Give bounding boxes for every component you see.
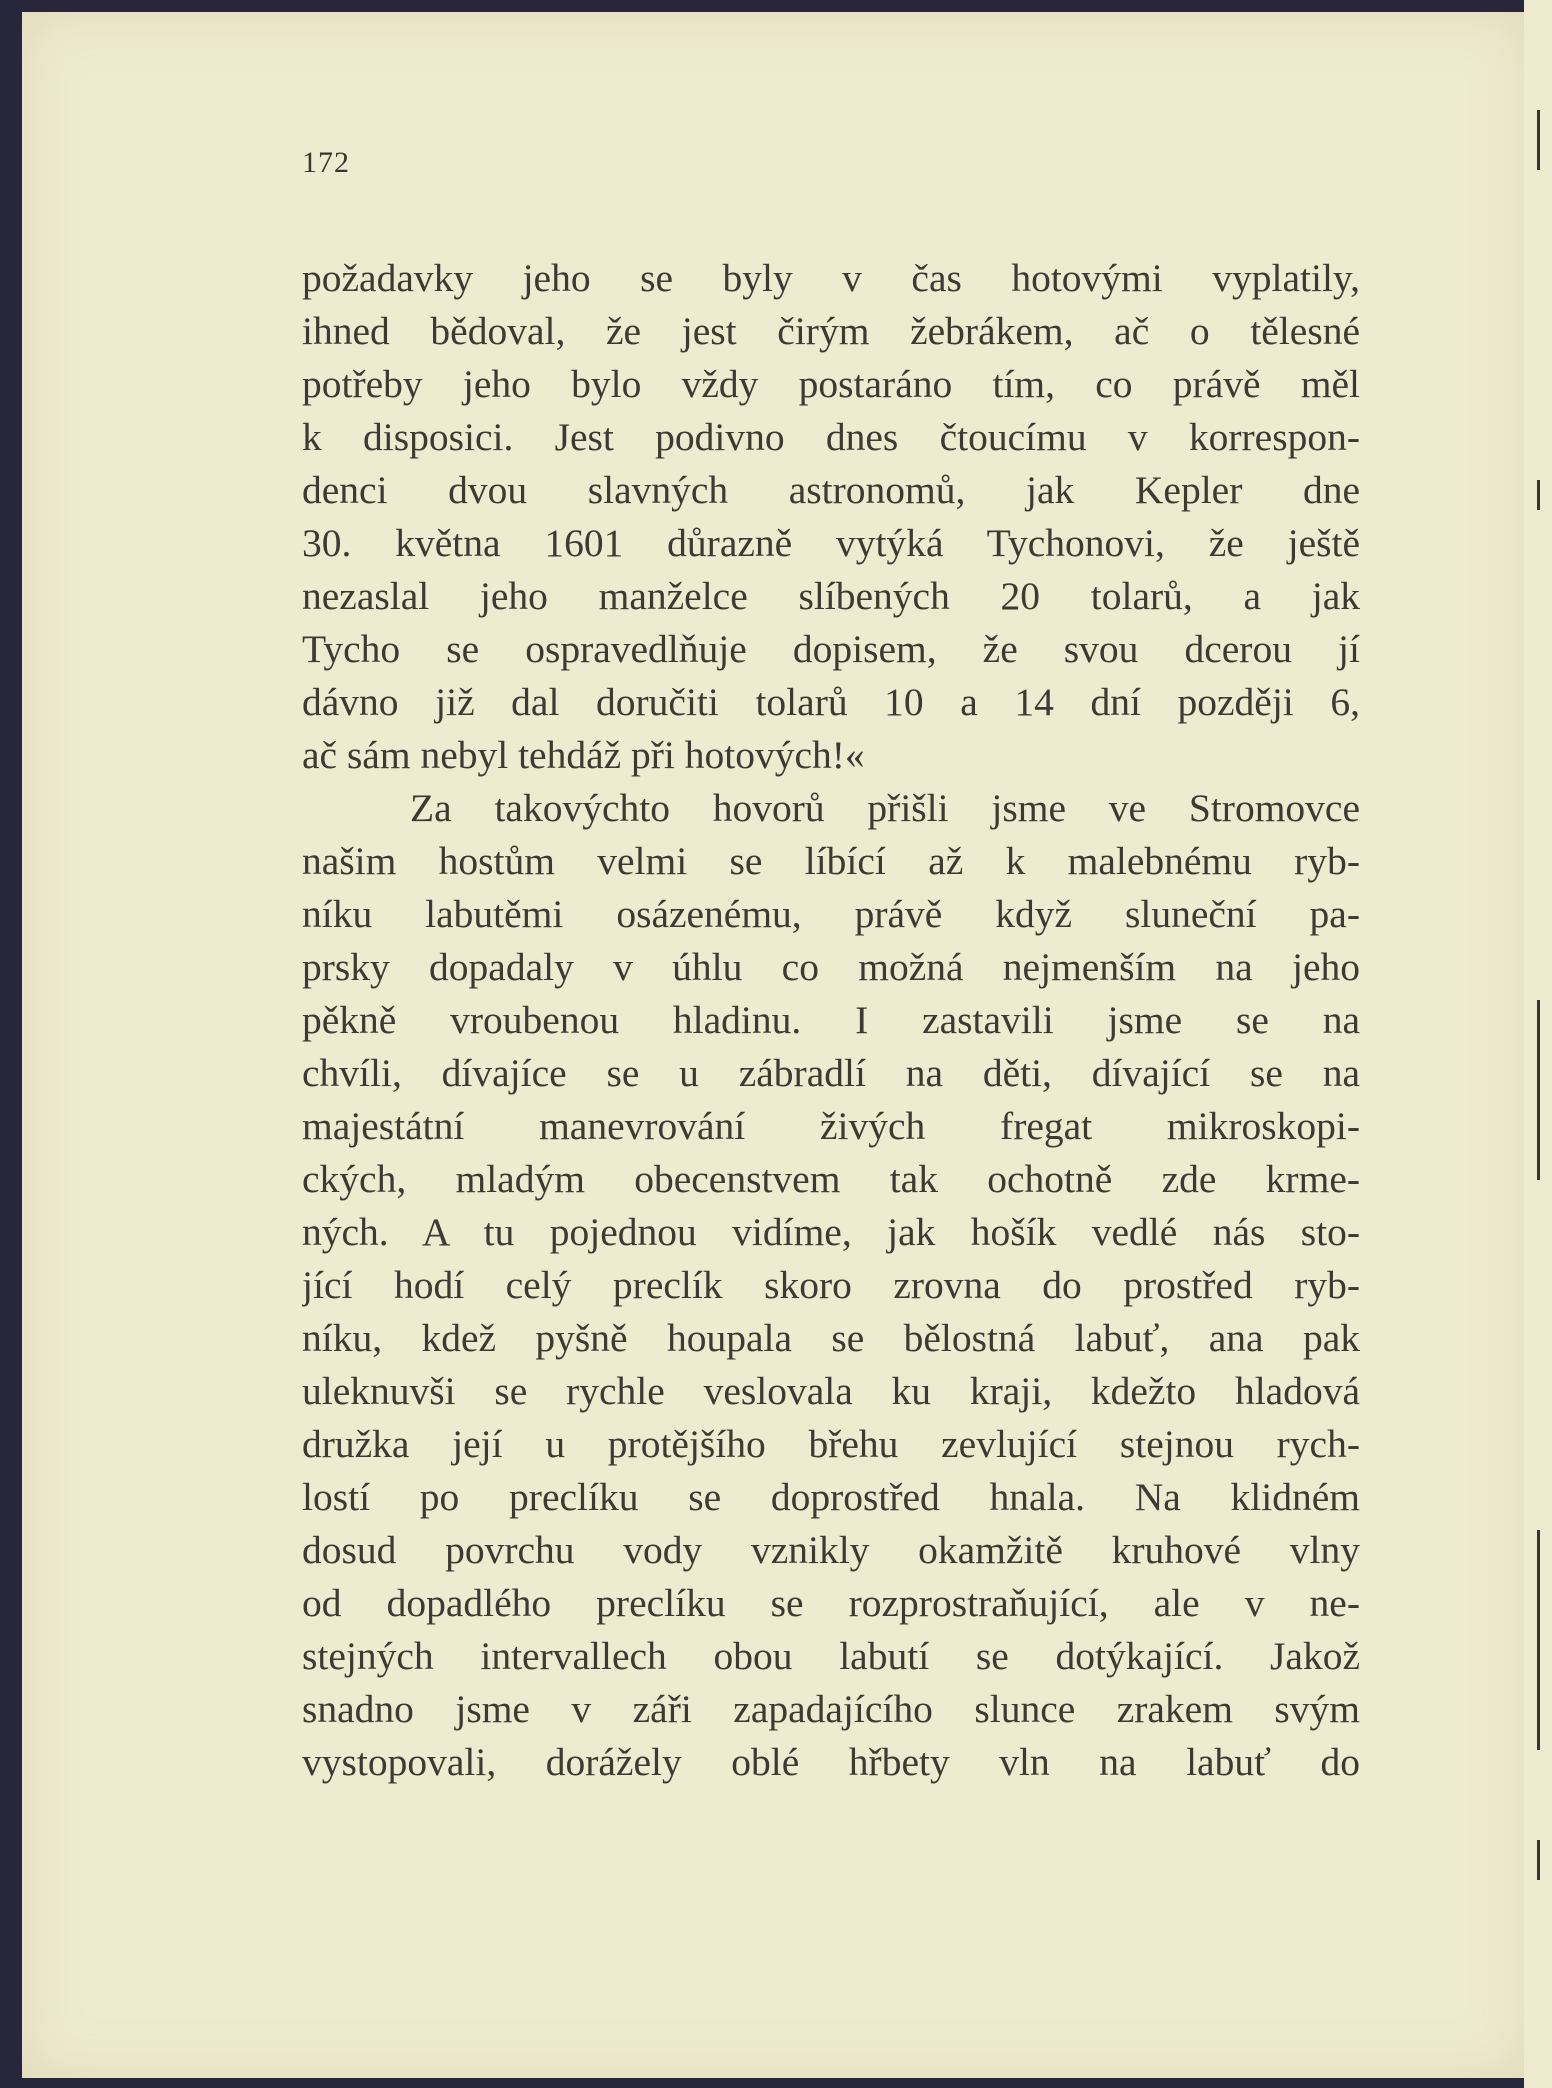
text-line: majestátní manevrování živých fregat mikroskopi- xyxy=(302,1104,1360,1148)
binding-mark xyxy=(1537,1840,1540,1880)
text-line: prsky dopadaly v úhlu co možná nejmenším na jeho xyxy=(302,945,1360,989)
text-line: nezaslal jeho manželce slíbených 20 tolarů, a jak xyxy=(302,574,1360,618)
text-line: ač sám nebyl tehdáž při hotových!« xyxy=(302,733,865,777)
text-line: 30. května 1601 důrazně vytýká Tychonovi, že ještě xyxy=(302,521,1360,565)
text-line: potřeby jeho bylo vždy postaráno tím, co právě měl xyxy=(302,362,1360,406)
text-line: uleknuvši se rychle veslovala ku kraji, kdežto hladová xyxy=(302,1369,1360,1413)
text-line: jící hodí celý preclík skoro zrovna do prostřed ryb- xyxy=(302,1263,1360,1307)
text-line: družka její u protějšího břehu zevlující stejnou rych- xyxy=(302,1422,1360,1466)
text-line: k disposici. Jest podivno dnes čtoucímu v korrespon- xyxy=(302,415,1360,459)
text-line: vystopovali, dorážely oblé hřbety vln na labuť do xyxy=(302,1740,1360,1784)
text-line: lostí po preclíku se doprostřed hnala. Na klidném xyxy=(302,1475,1360,1519)
body-text xyxy=(302,252,1360,1789)
text-line: níku labutěmi osázenému, právě když sluneční pa- xyxy=(302,892,1360,936)
binding-mark xyxy=(1537,480,1540,510)
binding-mark xyxy=(1537,110,1540,170)
text-line: Tycho se ospravedlňuje dopisem, že svou dcerou jí xyxy=(302,627,1360,671)
text-line: od dopadlého preclíku se rozprostraňující, ale v ne- xyxy=(302,1581,1360,1625)
binding-mark xyxy=(1537,1000,1540,1180)
text-line: snadno jsme v záři zapadajícího slunce zrakem svým xyxy=(302,1687,1360,1731)
text-line: požadavky jeho se byly v čas hotovými vyplatily, xyxy=(302,256,1360,300)
text-line: ckých, mladým obecenstvem tak ochotně zde krme- xyxy=(302,1157,1360,1201)
text-line: Za takovýchto hovorů přišli jsme ve Stromovce xyxy=(410,786,1360,830)
text-line: stejných intervallech obou labutí se dotýkající. Jakož xyxy=(302,1634,1360,1678)
text-line: našim hostům velmi se líbící až k malebnému ryb- xyxy=(302,839,1360,883)
binding-mark xyxy=(1537,1530,1540,1750)
text-line: níku, kdež pyšně houpala se bělostná labuť, ana pak xyxy=(302,1316,1360,1360)
text-line: dosud povrchu vody vznikly okamžitě kruhové vlny xyxy=(302,1528,1360,1572)
text-line: pěkně vroubenou hladinu. I zastavili jsme se na xyxy=(302,998,1360,1042)
text-line: ihned bědoval, že jest čirým žebrákem, ač o tělesné xyxy=(302,309,1360,353)
text-line: ných. A tu pojednou vidíme, jak hošík vedlé nás sto- xyxy=(302,1210,1360,1254)
text-line: dávno již dal doručiti tolarů 10 a 14 dní později 6, xyxy=(302,680,1360,724)
page-number: 172 xyxy=(302,146,350,179)
page-binding-edge xyxy=(1524,0,1552,2088)
text-line: chvíli, dívajíce se u zábradlí na děti, dívající se na xyxy=(302,1051,1360,1095)
text-line: denci dvou slavných astronomů, jak Kepler dne xyxy=(302,468,1360,512)
